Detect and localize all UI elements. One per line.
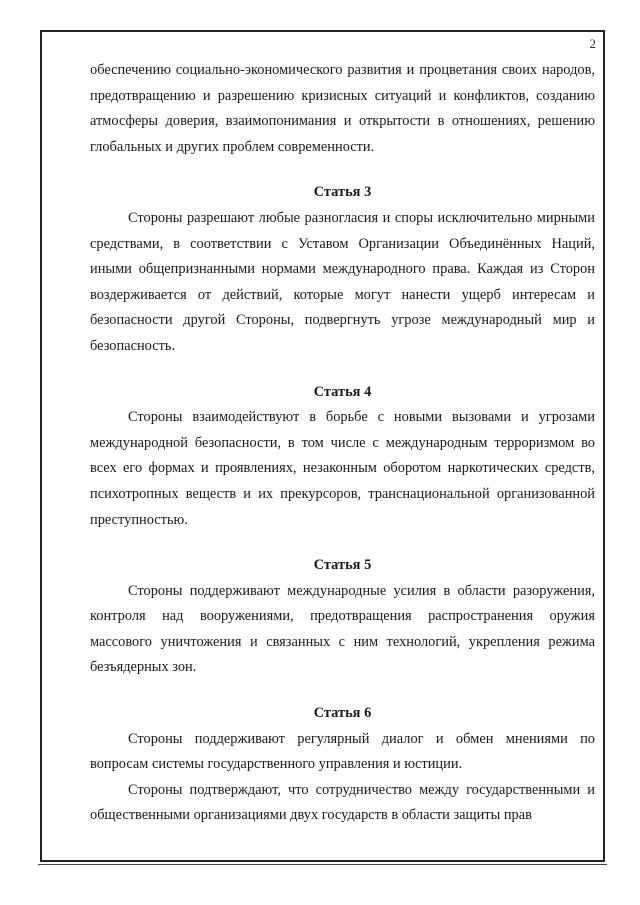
paragraph-intro-continuation: обеспечению социально-экономического развития и процветания своих народов, предотвращению и разрешению кризисных ситуаций и конфликтов, созданию атмосферы доверия, взаимопонимания и открытости в отношениях, решению глобальных и других проблем современности. (90, 62, 595, 155)
article-4-heading: Статья 4 (313, 383, 372, 400)
article-4-paragraph: Стороны взаимодействуют в борьбе с новыми вызовами и угрозами международной безопасности, в том числе с международным терроризмом во всех его формах и проявлениях, незаконным оборотом наркотических средств, психотропных веществ и их прекурсоров, транснациональной организованной преступностью. (90, 409, 595, 528)
article-6-paragraph-1: Стороны поддерживают регулярный диалог и обмен мнениями по вопросам системы государственного управления и юстиции. (90, 730, 595, 773)
article-5-heading: Статья 5 (313, 557, 372, 574)
article-3-heading: Статья 3 (313, 184, 372, 201)
document-body (90, 58, 595, 829)
article-5-paragraph: Стороны поддерживают международные усилия в области разоружения, контроля над вооружениями, предотвращения распространения оружия массового уничтожения и связанных с ним технологий, укрепления режима безъядерных зон. (90, 582, 595, 676)
article-6-paragraph-2: Стороны подтверждают, что сотрудничество между государственными и общественными организациями двух государств в области защиты прав (90, 781, 595, 824)
article-3-paragraph: Стороны разрешают любые разногласия и споры исключительно мирными средствами, в соответствии с Уставом Организации Объединённых Наций, иными общепризнанными нормами международного права. Каждая из Сторон воздерживается от действий, которые могут нанести ущерб интересам и безопасности другой Стороны, подвергнуть угрозе международный мир и безопасность. (90, 209, 595, 354)
page-number: 2 (589, 36, 596, 51)
page-border-bottom-line (38, 864, 607, 865)
article-6-heading: Статья 6 (313, 705, 372, 722)
